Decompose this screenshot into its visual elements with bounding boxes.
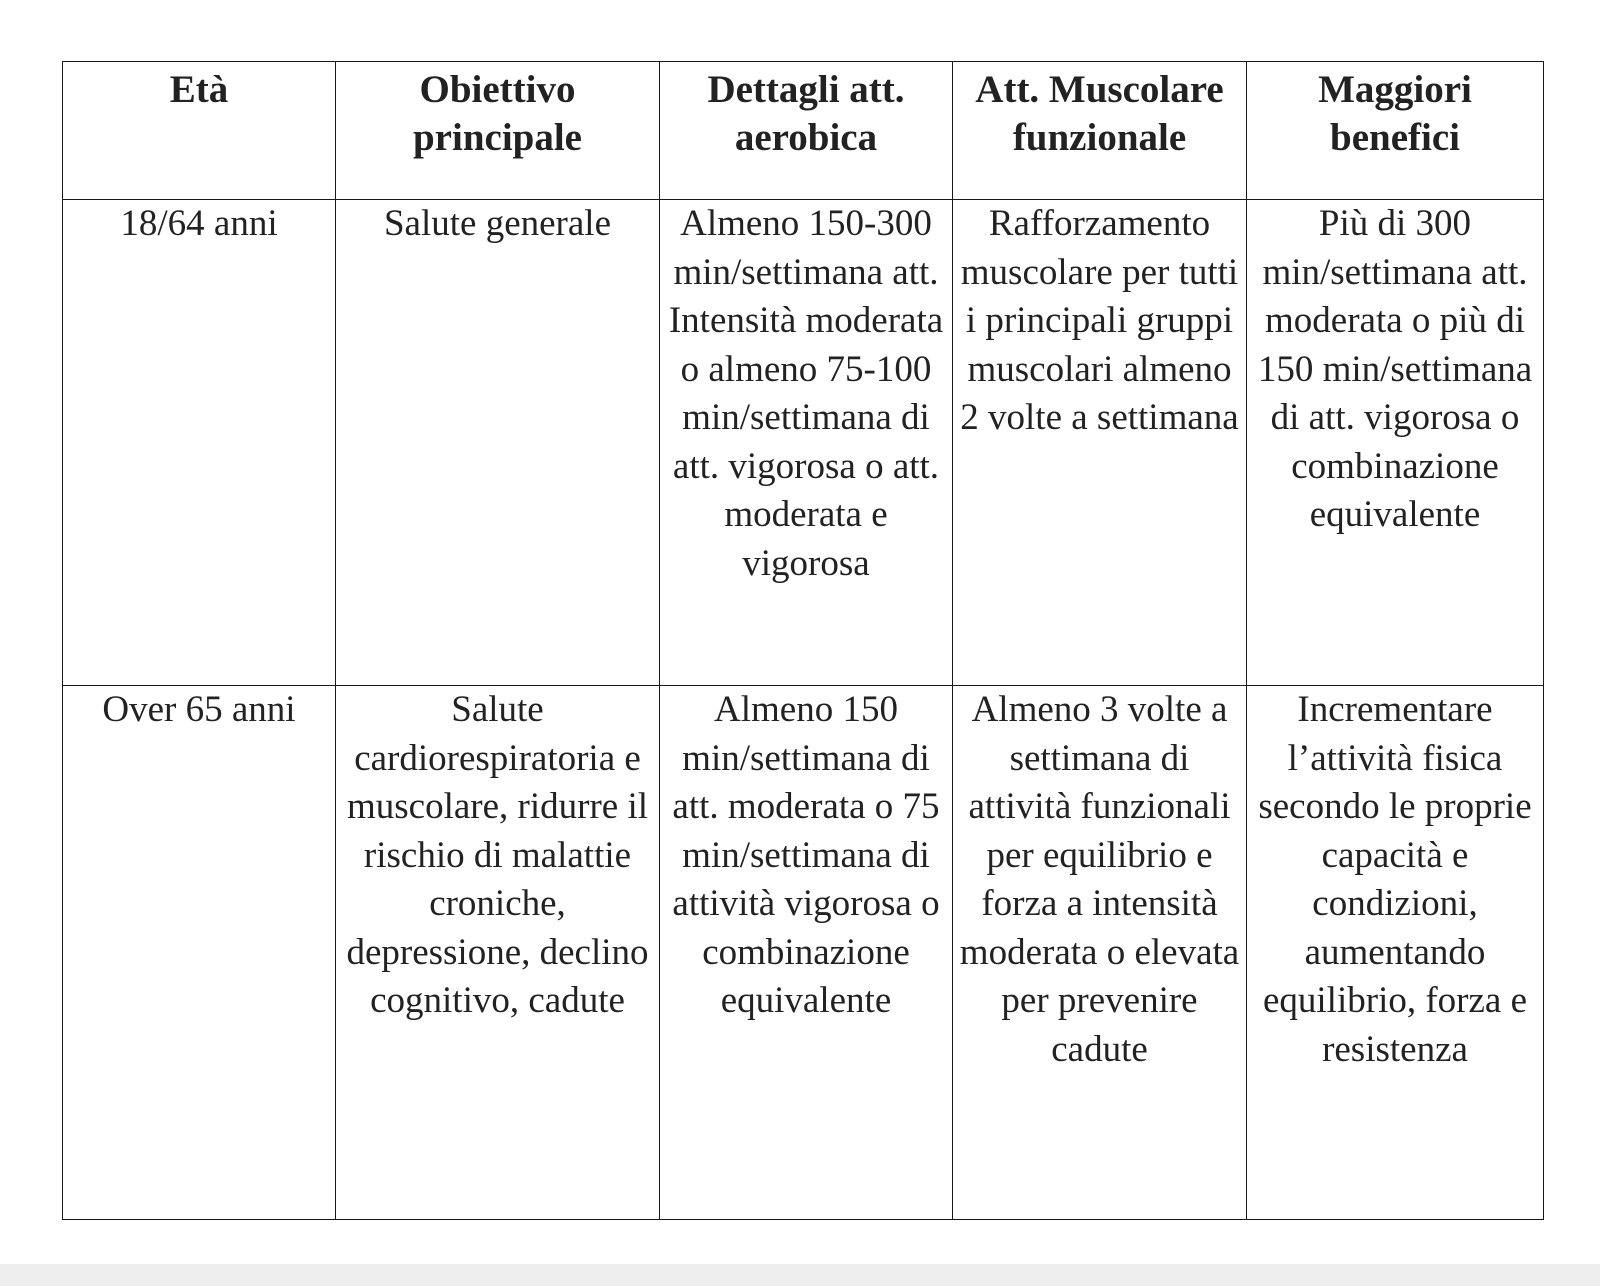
table-header-row xyxy=(63,62,1544,200)
table-cell: 18/64 anni xyxy=(63,200,336,686)
header-muscolare-funzionale: Att. Muscolare funzionale xyxy=(953,62,1247,200)
table-cell: Almeno 150 min/settimana di att. moderata o 75 min/settimana di attività vigorosa o combinazione equivalente xyxy=(660,686,953,1220)
table-cell: Salute generale xyxy=(336,200,660,686)
table-cell: Salute cardiorespiratoria e muscolare, ridurre il rischio di malattie croniche, depressione, declino cognitivo, cadute xyxy=(336,686,660,1220)
bottom-margin-band xyxy=(0,1264,1600,1286)
header-maggiori-benefici: Maggiori benefici xyxy=(1247,62,1544,200)
header-eta: Età xyxy=(63,62,336,200)
table-row xyxy=(63,686,1544,1220)
table-cell: Over 65 anni xyxy=(63,686,336,1220)
table-cell: Almeno 150-300 min/settimana att. Intensità moderata o almeno 75-100 min/settimana di att. vigorosa o att. moderata e vigorosa xyxy=(660,200,953,686)
table-cell: Incrementare l’attività fisica secondo le proprie capacità e condizioni, aumentando equilibrio, forza e resistenza xyxy=(1247,686,1544,1220)
activity-guidelines-table xyxy=(62,61,1544,1220)
header-dettagli-aerobica: Dettagli att. aerobica xyxy=(660,62,953,200)
table-row xyxy=(63,200,1544,686)
table-cell: Rafforzamento muscolare per tutti i principali gruppi muscolari almeno 2 volte a settimana xyxy=(953,200,1247,686)
table-cell: Più di 300 min/settimana att. moderata o più di 150 min/settimana di att. vigorosa o combinazione equivalente xyxy=(1247,200,1544,686)
header-obiettivo-principale: Obiettivo principale xyxy=(336,62,660,200)
table-cell: Almeno 3 volte a settimana di attività funzionali per equilibrio e forza a intensità moderata o elevata per prevenire cadute xyxy=(953,686,1247,1220)
